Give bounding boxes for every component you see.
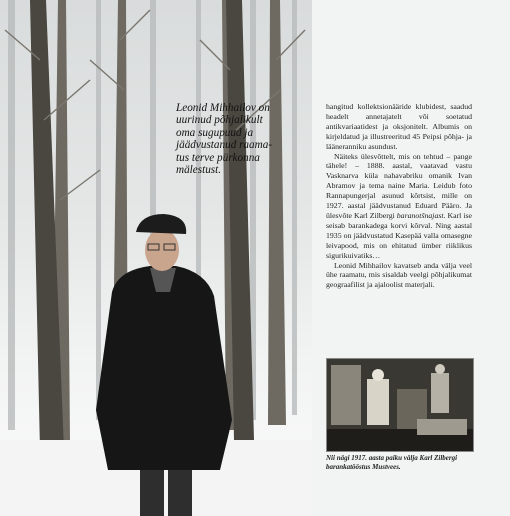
- pull-quote-line: Leonid Mihhailov on: [176, 102, 270, 114]
- article-body: [326, 102, 472, 290]
- photo-caption: Nii nägi 1917. aasta paiku välja Karl Zilbergi barankatööstus Mustvees.: [326, 454, 458, 471]
- pull-quote-line: mälestust.: [176, 164, 222, 177]
- paragraph-3: Leonid Mihhailov kavatseb anda välja veel ühe raamatu, mis sisaldab veelgi põhjalikumat geograafilist ja ajaloolist materjali.: [326, 260, 472, 290]
- paragraph-2-italic: baranotšnajast: [396, 210, 444, 220]
- paragraph-1: hangitud kollektsionääride klubidest, saadud headelt annetajatelt või soetatud antikvariaatidest ja oksjonitelt. Albumis on kirjeldatud ja illustreeritud 45 Peipsi põhja- ja lääneranniku asundust.: [326, 102, 472, 151]
- paragraph-2-text-end: . Karl ise seisab barankadega korvi kõrval. Ning aastal 1935 on jäädvustatud Kasepää valla omasegne leivapood, mis on ehitatud ümber riiklikus sigurikuivatiks…: [326, 210, 472, 260]
- paragraph-2: [326, 152, 472, 261]
- pull-quote-line: oma sugupuud ja: [176, 126, 254, 139]
- historical-photo: [326, 358, 474, 452]
- paragraph-2-text: Näiteks ülesvõttelt, mis on tehtud – pange tähele! – 1888. aastal, vaatavad vastu Vasknarva küla nahavabriku omanik Ivan Abramov ja tema naine Maria. Leidub foto Rannapungerjal asunud kõrtsist, mille on 1927. aastal jäädvustanud Eduard Pääro. Ja ülesvõte Karl Zilbergi: [326, 151, 472, 220]
- bakery-photo-illustration: [327, 359, 473, 451]
- pull-quote-line: uurinud põhjalikult: [176, 114, 263, 127]
- pull-quote: [176, 102, 300, 176]
- pull-quote-line: tus terve pürkonna: [176, 151, 260, 164]
- pull-quote-line: jäädvustanud raama-: [176, 139, 273, 152]
